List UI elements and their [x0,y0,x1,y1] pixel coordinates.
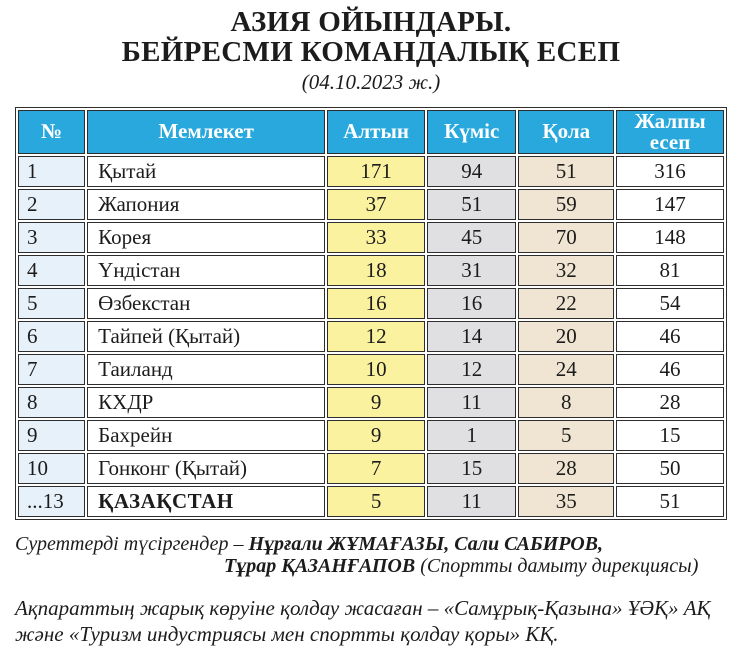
gold-cell: 18 [327,255,425,286]
support-line-1: Ақпараттың жарық көруіне қолдау жасаған – «Самұрық-Қазына» ҰӘҚ» АҚ [15,595,727,622]
column-header-total: Жалпы есеп [616,110,724,154]
column-header-country: Мемлекет [87,110,325,154]
credit-line-1 [15,533,727,555]
silver-cell: 51 [427,189,517,220]
rank-cell: 3 [18,222,85,253]
rank-cell: 5 [18,288,85,319]
silver-cell: 94 [427,156,517,187]
silver-cell: 11 [427,387,517,418]
total-cell: 81 [616,255,724,286]
table-row [18,387,724,418]
rank-cell: 2 [18,189,85,220]
rank-cell: ...13 [18,486,85,517]
gold-cell: 12 [327,321,425,352]
title-line-2: БЕЙРЕСМИ КОМАНДАЛЫҚ ЕСЕП [122,36,621,68]
bronze-cell: 70 [518,222,614,253]
country-cell: Өзбекстан [87,288,325,319]
table-row [18,354,724,385]
rank-cell: 4 [18,255,85,286]
credit-names-2: Тұрар ҚАЗАНҒАПОВ [224,555,420,577]
gold-cell: 37 [327,189,425,220]
photo-credits [15,533,727,578]
table-row [18,222,724,253]
table-row [18,321,724,352]
table-row [18,156,724,187]
country-cell: Бахрейн [87,420,325,451]
credit-line-2 [224,555,727,577]
silver-cell: 12 [427,354,517,385]
country-cell: Таиланд [87,354,325,385]
country-cell: Корея [87,222,325,253]
bronze-cell: 24 [518,354,614,385]
total-cell: 54 [616,288,724,319]
gold-cell: 5 [327,486,425,517]
credit-prefix: Суреттерді түсіргендер – [15,533,248,555]
gold-cell: 16 [327,288,425,319]
table-row [18,189,724,220]
title-line-1: АЗИЯ ОЙЫНДАРЫ. [231,6,512,38]
gold-cell: 9 [327,420,425,451]
total-cell: 50 [616,453,724,484]
country-cell: Тайпей (Қытай) [87,321,325,352]
bronze-cell: 32 [518,255,614,286]
bronze-cell: 35 [518,486,614,517]
table-row [18,453,724,484]
total-cell: 15 [616,420,724,451]
country-cell: ҚАЗАҚСТАН [87,486,325,517]
bronze-cell: 5 [518,420,614,451]
bronze-cell: 28 [518,453,614,484]
gold-cell: 171 [327,156,425,187]
bronze-cell: 22 [518,288,614,319]
medal-standings-table [15,107,727,520]
total-cell: 316 [616,156,724,187]
country-cell: Қытай [87,156,325,187]
rank-cell: 1 [18,156,85,187]
country-cell: КХДР [87,387,325,418]
bronze-cell: 8 [518,387,614,418]
silver-cell: 15 [427,453,517,484]
country-cell: Жапония [87,189,325,220]
gold-cell: 9 [327,387,425,418]
column-header-bronze: Қола [518,110,614,154]
table-row [18,255,724,286]
rank-cell: 8 [18,387,85,418]
rank-cell: 10 [18,453,85,484]
total-cell: 28 [616,387,724,418]
column-header-gold: Алтын [327,110,425,154]
support-note [15,595,727,648]
country-cell: Үндістан [87,255,325,286]
gold-cell: 7 [327,453,425,484]
total-cell: 147 [616,189,724,220]
bronze-cell: 51 [518,156,614,187]
page-title [15,8,727,68]
column-header-rank: № [18,110,85,154]
table-header [18,110,724,154]
rank-cell: 6 [18,321,85,352]
country-cell: Гонконг (Қытай) [87,453,325,484]
bronze-cell: 59 [518,189,614,220]
silver-cell: 1 [427,420,517,451]
silver-cell: 16 [427,288,517,319]
header-row [18,110,724,154]
gold-cell: 33 [327,222,425,253]
report-date: (04.10.2023 ж.) [15,70,727,95]
rank-cell: 9 [18,420,85,451]
total-cell: 148 [616,222,724,253]
credit-suffix: (Спортты дамыту дирекциясы) [420,555,698,577]
table-row [18,486,724,517]
rank-cell: 7 [18,354,85,385]
silver-cell: 45 [427,222,517,253]
table-row [18,288,724,319]
gold-cell: 10 [327,354,425,385]
bronze-cell: 20 [518,321,614,352]
table-row [18,420,724,451]
support-line-2: және «Туризм индустриясы мен спортты қолдау қоры» КҚ. [15,621,727,648]
total-cell: 46 [616,321,724,352]
column-header-silver: Күміс [427,110,517,154]
silver-cell: 11 [427,486,517,517]
total-cell: 46 [616,354,724,385]
silver-cell: 31 [427,255,517,286]
credit-names-1: Нұрғали ЖҰМАҒАЗЫ, Сали САБИРОВ, [248,533,603,555]
total-cell: 51 [616,486,724,517]
silver-cell: 14 [427,321,517,352]
table-body [18,156,724,517]
